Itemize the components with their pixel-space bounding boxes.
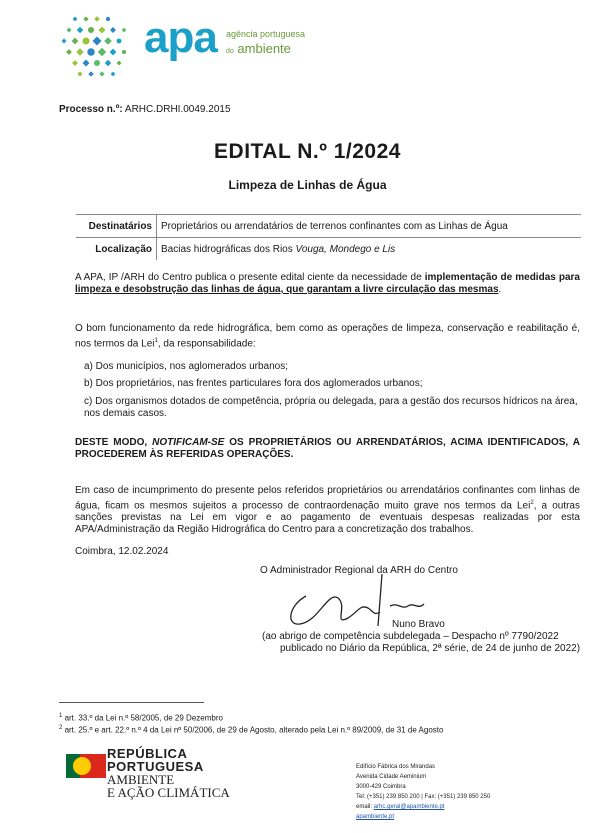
logo-dot: [98, 26, 105, 33]
logo-dot: [83, 16, 88, 21]
logo-dot: [82, 37, 89, 44]
info-row-recipients: [76, 215, 581, 238]
apa-logo-icon: [58, 14, 136, 78]
signatory-name: Nuno Bravo: [392, 619, 445, 630]
logo-dot: [88, 27, 94, 33]
logo-dot: [66, 49, 72, 55]
list-item: a) Dos municípios, nos aglomerados urbanos;: [84, 361, 288, 372]
footnote: $^1$ art. 33.º da Lei n.º 58/2005, de 29 Dezembro: [59, 713, 223, 723]
logo-dot: [98, 48, 106, 56]
logo-dot: [122, 50, 126, 54]
logo-dot: [99, 71, 104, 76]
signatory-delegation-line2: publicado no Diário da República, 2ª série, de 24 de junho de 2022): [280, 643, 581, 654]
info-value: Proprietários ou arrendatários de terrenos confinantes com as Linhas de Água: [157, 215, 582, 238]
logo-dot: [72, 60, 78, 66]
paragraph-intro: A APA, IP /ARH do Centro publica o presente edital ciente da necessidade de implementação de medidas para limpeza e desobstrução das linhas de água, que garantam a livre circulação das mesmas.: [75, 272, 580, 295]
website-link[interactable]: apambiente.pt: [356, 814, 395, 820]
info-row-location: [76, 238, 581, 261]
logo-dot: [76, 48, 84, 56]
logo-dot: [77, 27, 84, 34]
logo-dot: [110, 49, 117, 56]
republica-flag-icon: [66, 754, 106, 778]
email-link[interactable]: arhc.geral@apambiente.pt: [373, 804, 445, 810]
signatory-role: O Administrador Regional da ARH do Centro: [260, 565, 458, 576]
footnote: $^2$ art. 25.º e art. 22.º n.º 4 da Lei nº 50/2006, de 29 de Agosto, alterado pela Lei n.º 89/2009, de 31 de Agosto: [59, 725, 444, 735]
notice-paragraph: DESTE MODO, NOTIFICAM-SE OS PROPRIETÁRIOS OU ARRENDATÁRIOS, ACIMA IDENTIFICADOS, A PROCEDEREM ÀS REFERIDAS OPERAÇÕES.: [75, 437, 580, 460]
logo-dot: [110, 27, 116, 33]
process-number: Processo n.º: ARHC.DRHI.0049.2015: [59, 104, 231, 115]
paragraph-responsibility: O bom funcionamento da rede hidrográfica, bem como as operações de limpeza, conservação e reabilitação é, nos termos da Lei$^1$, da responsabilidade:: [75, 323, 580, 350]
logo-dot: [104, 37, 112, 45]
list-item: b) Dos proprietários, nas frentes particulares fora dos aglomerados urbanos;: [84, 378, 423, 389]
logo-dot: [92, 36, 101, 45]
info-table: [76, 214, 581, 260]
logo-dot: [94, 16, 100, 22]
apa-logo-subtitle-line2: do ambiente: [226, 41, 291, 56]
logo-dot: [66, 27, 71, 32]
logo-dot: [94, 60, 100, 66]
logo-dot: [62, 39, 67, 44]
info-label: Destinatários: [76, 215, 157, 238]
logo-dot: [122, 28, 126, 32]
logo-dot: [116, 60, 121, 65]
info-label: Localização: [76, 238, 157, 261]
logo-dot: [117, 39, 122, 44]
list-item: c) Dos organismos dotados de competência, própria ou delegada, para a gestão dos recursos hídricos na área, nos demais casos.: [84, 396, 578, 419]
date-place: Coimbra, 12.02.2024: [75, 546, 169, 557]
paragraph-penalty: Em caso de incumprimento do presente pelos referidos proprietários ou arrendatários confinantes com linhas de água, ficam os mesmos sujeitos a processo de contraordenação muito grave nos termos da Lei$^2$, a outras sanções previstas na Lei em vigor e ao pagamento de eventuais despesas realizadas por esta APA/Administração da Região Hidrográfica do Centro para a concretização dos trabalhos.: [75, 485, 580, 536]
logo-dot: [88, 71, 93, 76]
republica-portuguesa-logo-text: REPÚBLICA PORTUGUESA AMBIENTE E AÇÃO CLIMÁTICA: [107, 746, 230, 800]
footer-address: Edifício Fábrica dos Mirandas Avenida Cidade Aeminium 3000-429 Coimbra Tel: (+351) 239 850 200 | Fax: (+351) 239 850 250 email: arhc.geral@apambiente.pt apambiente.pt: [356, 764, 491, 820]
logo-dot: [106, 17, 110, 21]
info-value: Bacias hidrográficas dos Rios Vouga, Mondego e Lis: [161, 243, 396, 255]
signatory-delegation-line1: (ao abrigo de competência subdelegada – Despacho nº 7790/2022: [262, 631, 559, 642]
logo-dot: [111, 72, 115, 76]
edital-subtitle: Limpeza de Linhas de Água: [228, 178, 387, 192]
logo-dot: [73, 17, 77, 21]
edital-title: EDITAL N.º 1/2024: [214, 140, 401, 163]
logo-dot: [78, 72, 82, 76]
logo-dot: [83, 60, 90, 67]
apa-logo-word: apa: [144, 13, 217, 62]
logo-dot: [87, 48, 94, 55]
apa-logo-subtitle-line1: agência portuguesa: [226, 29, 306, 39]
logo-dot: [72, 38, 79, 45]
logo-dot: [105, 60, 111, 66]
footnote-divider: [59, 702, 204, 703]
